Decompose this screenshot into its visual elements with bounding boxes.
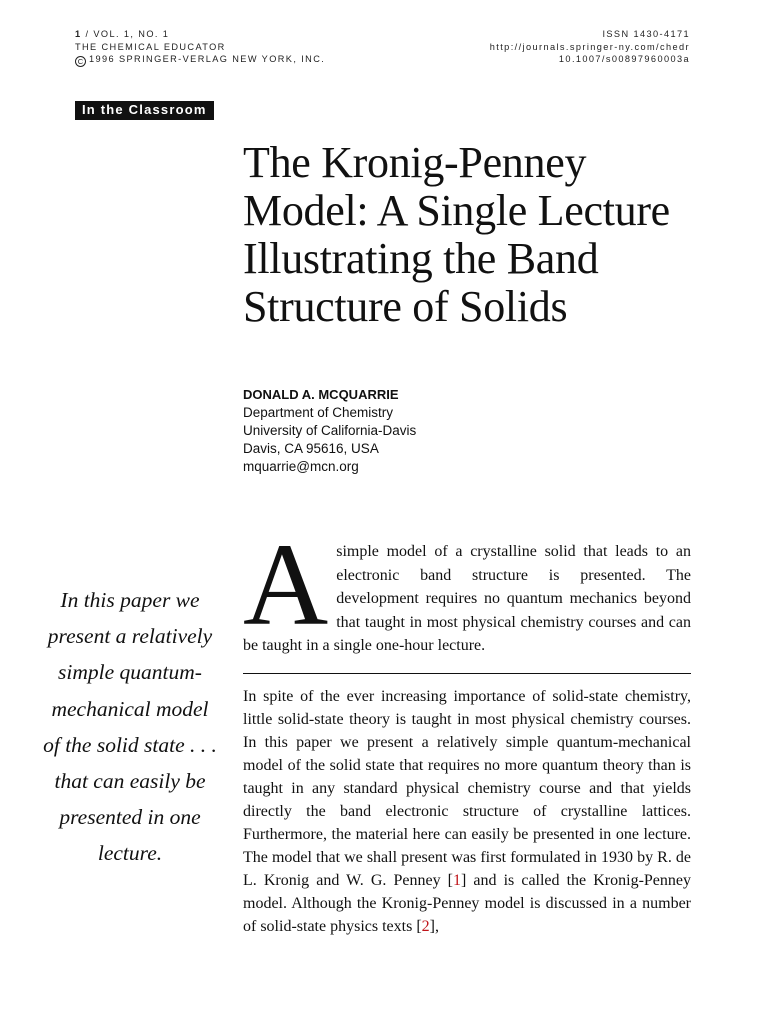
reference-link-1[interactable]: 1: [453, 872, 461, 889]
pull-quote: In this paper we present a relatively simple quantum-mechanical model of the solid state . . . that can easily be presented in one lecture.: [43, 588, 217, 866]
journal-name: THE CHEMICAL EDUCATOR: [75, 41, 226, 52]
author-city: Davis, CA 95616, USA: [243, 441, 379, 456]
volume-line: [75, 28, 325, 41]
abstract-text: simple model of a crystalline solid that leads to an electronic band structure is presented. The development requires no quantum mechanics beyond that taught in most physical chemistry courses and can be taught in a single one-hour lecture.: [243, 543, 691, 654]
copyright-text: 1996 SPRINGER-VERLAG NEW YORK, INC.: [89, 54, 326, 64]
body-paragraph: [243, 685, 691, 938]
author-department: Department of Chemistry: [243, 405, 394, 420]
body-text-3: ],: [429, 918, 439, 935]
section-tag: In the Classroom: [75, 101, 214, 120]
copyright-line: [75, 53, 325, 67]
drop-cap: A: [243, 519, 329, 650]
copyright-icon: C: [75, 56, 86, 67]
article-title: The Kronig-Penney Model: A Single Lecture Illustrating the Band Structure of Solids: [243, 138, 670, 331]
reference-link-2[interactable]: 2: [421, 918, 430, 935]
issn: ISSN 1430-4171: [602, 29, 690, 39]
author-email[interactable]: mquarrie@mcn.org: [243, 459, 359, 474]
abstract-divider: [243, 673, 691, 674]
author-block: [243, 386, 416, 476]
journal-url[interactable]: http://journals.springer-ny.com/chedr: [489, 41, 690, 52]
running-header-right: [490, 28, 690, 66]
page-number: 1: [75, 29, 82, 39]
author-institution: University of California-Davis: [243, 423, 417, 438]
author-name: DONALD A. MCQUARRIE: [243, 387, 399, 402]
abstract: [243, 519, 691, 658]
running-header-left: [75, 28, 325, 67]
body-text-2: ] and is called the Kronig-Penney model. Although the Kronig-Penney model is discussed in a number of solid-state physics texts [: [243, 872, 691, 935]
doi: 10.1007/s00897960003a: [558, 54, 690, 64]
body-text-1: In spite of the ever increasing importance of solid-state chemistry, little solid-state theory is taught in most physical chemistry courses. In this paper we present a relatively simple quantum-mechanical model of the solid state that requires no more quantum theory than is taught in any standard physical chemistry course and that yields directly the band electronic structure of crystalline lattices. Furthermore, the material here can easily be presented in one lecture. The model that we shall present was first formulated in 1930 by R. de L. Kronig and W. G. Penney [: [243, 688, 691, 889]
volume-info: / VOL. 1, NO. 1: [85, 29, 170, 39]
